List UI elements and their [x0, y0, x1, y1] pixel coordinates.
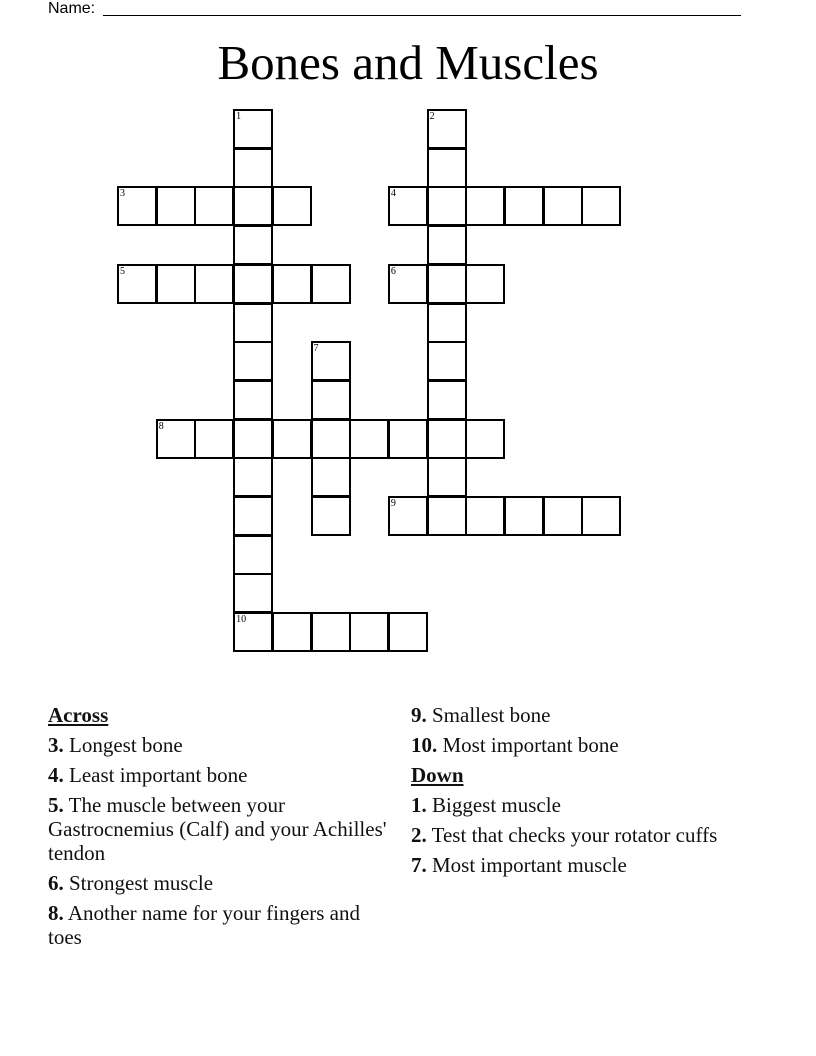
crossword-cell[interactable]: [581, 496, 621, 536]
crossword-cell[interactable]: [233, 496, 273, 536]
crossword-cell[interactable]: [427, 225, 467, 265]
crossword-cell[interactable]: [233, 612, 273, 652]
crossword-cell[interactable]: [233, 186, 273, 226]
crossword-cell[interactable]: [427, 380, 467, 420]
clue-number: 6.: [48, 871, 64, 895]
crossword-cell[interactable]: [233, 303, 273, 343]
crossword-cell[interactable]: [233, 225, 273, 265]
clue-number-label: 6: [390, 265, 396, 277]
crossword-cell[interactable]: [581, 186, 621, 226]
clue-number: 4.: [48, 763, 64, 787]
crossword-cell[interactable]: [233, 457, 273, 497]
down-heading: Down: [411, 763, 464, 787]
crossword-cell[interactable]: [194, 186, 234, 226]
clue-text: The muscle between your Gastrocnemius (Calf) and your Achilles' tendon: [48, 793, 387, 865]
clue-number-label: 5: [120, 265, 125, 277]
name-label: Name:: [48, 0, 96, 17]
crossword-cell[interactable]: [272, 419, 312, 459]
clue-number-label: 8: [158, 420, 164, 432]
crossword-cell[interactable]: [194, 419, 234, 459]
crossword-cell[interactable]: [427, 419, 467, 459]
down-clue-2: [411, 823, 741, 847]
crossword-cell[interactable]: [465, 264, 505, 304]
crossword-cell[interactable]: [504, 496, 544, 536]
across-clue-10: [411, 733, 741, 757]
crossword-cell[interactable]: [272, 186, 312, 226]
clue-text: Most important bone: [442, 733, 619, 757]
crossword-cell[interactable]: [427, 341, 467, 381]
crossword-cell[interactable]: [465, 186, 505, 226]
clue-text: Strongest muscle: [69, 871, 214, 895]
down-clue-1: [411, 793, 741, 817]
clue-number-label: 3: [120, 188, 125, 200]
crossword-cell[interactable]: [272, 264, 312, 304]
crossword-cell[interactable]: [233, 148, 273, 188]
clue-number: 5.: [48, 793, 64, 817]
crossword-cell[interactable]: [311, 264, 351, 304]
crossword-cell[interactable]: [349, 612, 389, 652]
crossword-cell[interactable]: [311, 419, 351, 459]
across-clue-6: [48, 871, 388, 895]
crossword-cell[interactable]: [233, 535, 273, 575]
down-clue-7: [411, 853, 741, 877]
page-title: Bones and Muscles: [217, 35, 599, 90]
crossword-cell[interactable]: [427, 109, 467, 149]
crossword-cell[interactable]: [427, 186, 467, 226]
crossword-cell[interactable]: [388, 186, 428, 226]
across-clue-8: [48, 901, 388, 949]
crossword-cell[interactable]: [388, 496, 428, 536]
crossword-cell[interactable]: [117, 186, 157, 226]
crossword-cell[interactable]: [504, 186, 544, 226]
crossword-cell[interactable]: [388, 612, 428, 652]
crossword-cell[interactable]: [233, 380, 273, 420]
crossword-cell[interactable]: [427, 496, 467, 536]
clue-text: Smallest bone: [432, 703, 551, 727]
clue-number-label: 1: [236, 111, 242, 122]
crossword-cell[interactable]: [156, 264, 196, 304]
across-clue-5: [48, 793, 388, 865]
crossword-cell[interactable]: [349, 419, 389, 459]
clue-text: Another name for your fingers and toes: [48, 901, 360, 949]
clue-text: Test that checks your rotator cuffs: [431, 823, 718, 847]
crossword-cell[interactable]: [272, 612, 312, 652]
crossword-cell[interactable]: [311, 496, 351, 536]
crossword-cell[interactable]: [117, 264, 157, 304]
crossword-cell[interactable]: [465, 496, 505, 536]
crossword-cell[interactable]: [311, 612, 351, 652]
clue-number: 3.: [48, 733, 64, 757]
crossword-cell[interactable]: [465, 419, 505, 459]
clue-number-label: 2: [429, 111, 435, 122]
across-heading: Across: [48, 703, 109, 727]
clue-number: 2.: [411, 823, 427, 847]
clue-number-label: 9: [390, 498, 396, 509]
clues-column-left: [48, 703, 388, 955]
crossword-cell[interactable]: [194, 264, 234, 304]
clue-text: Least important bone: [69, 763, 248, 787]
clue-number-label: 7: [313, 343, 319, 355]
crossword-cell[interactable]: [427, 457, 467, 497]
clue-number: 10.: [411, 733, 438, 757]
crossword-cell[interactable]: [233, 109, 273, 149]
clue-number: 7.: [411, 853, 427, 877]
across-clue-9: [411, 703, 741, 727]
clue-number-label: 4: [390, 188, 396, 200]
across-clue-3: [48, 733, 388, 757]
clues-column-right: [411, 703, 741, 883]
clue-text: Biggest muscle: [432, 793, 561, 817]
clue-text: Most important muscle: [432, 853, 627, 877]
clue-number: 1.: [411, 793, 427, 817]
crossword-cell[interactable]: [233, 264, 273, 304]
crossword-cell[interactable]: [311, 341, 351, 381]
clue-text: Longest bone: [69, 733, 183, 757]
crossword-cell[interactable]: [388, 419, 428, 459]
crossword-cell[interactable]: [233, 573, 273, 613]
across-clue-4: [48, 763, 388, 787]
crossword-cell[interactable]: [311, 380, 351, 420]
clue-number: 9.: [411, 703, 427, 727]
crossword-cell[interactable]: [543, 186, 583, 226]
crossword-cell[interactable]: [388, 264, 428, 304]
clue-number: 8.: [48, 901, 64, 925]
crossword-cell[interactable]: [156, 186, 196, 226]
crossword-cell[interactable]: [233, 341, 273, 381]
crossword-cell[interactable]: [427, 303, 467, 343]
crossword-cell[interactable]: [427, 148, 467, 188]
crossword-cell[interactable]: [427, 264, 467, 304]
crossword-cell[interactable]: [233, 419, 273, 459]
clue-number-label: 10: [236, 614, 247, 626]
crossword-cell[interactable]: [543, 496, 583, 536]
crossword-cell[interactable]: [311, 457, 351, 497]
crossword-cell[interactable]: [156, 419, 196, 459]
